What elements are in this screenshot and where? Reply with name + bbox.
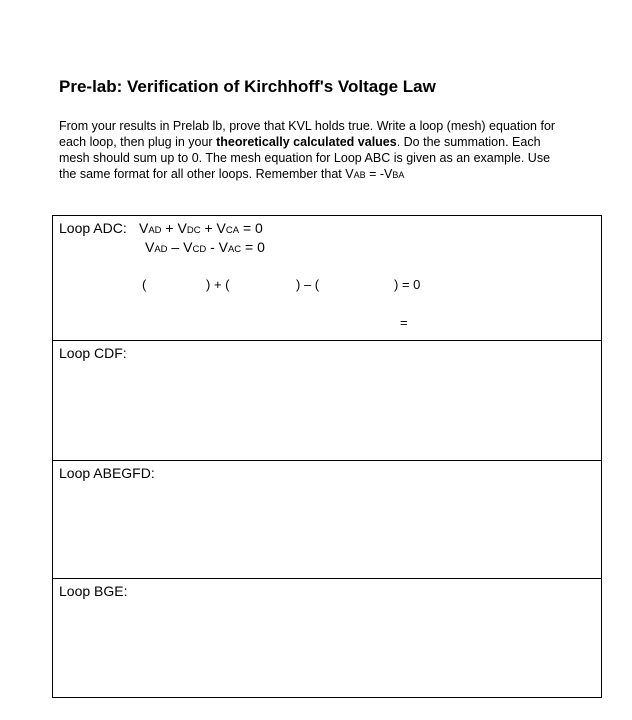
- intro-line-4: [59, 166, 599, 183]
- intro-line-3: mesh should sum up to 0. The mesh equation for Loop ABC is given as an example. Use: [59, 151, 551, 165]
- intro-text: each loop, then plug in your: [59, 135, 217, 149]
- blank-open-paren: (: [142, 277, 147, 292]
- loop-adc-equation-1: VAD + VDC + VCA = 0: [139, 220, 263, 236]
- loop-label: Loop BGE:: [59, 583, 128, 599]
- loop-adc-cell[interactable]: [53, 216, 601, 341]
- blank-paren-plus: ) + (: [206, 277, 230, 292]
- blank-paren-minus: ) – (: [296, 277, 320, 292]
- intro-line-1: From your results in Prelab lb, prove that KVL holds true. Write a loop (mesh) equation for: [59, 119, 556, 133]
- intro-line-2: [59, 134, 599, 150]
- loop-bge-cell[interactable]: [53, 579, 601, 697]
- loop-adc-equation-2: VAD – VCD - VAC = 0: [145, 239, 265, 255]
- loop-abegfd-cell[interactable]: [53, 461, 601, 579]
- loop-table: [52, 215, 602, 698]
- loop-label: Loop ABEGFD:: [59, 465, 155, 481]
- subscript: AB: [353, 170, 366, 180]
- loop-label: Loop ADC:: [59, 220, 127, 236]
- page-title: Pre-lab: Verification of Kirchhoff's Voltage Law: [59, 77, 436, 96]
- intro-text: . Do the summation. Each: [396, 135, 541, 149]
- intro-text: the same format for all other loops. Remember that V: [59, 167, 354, 181]
- intro-text: = -V: [365, 167, 393, 181]
- result-equals: =: [400, 315, 408, 330]
- loop-cdf-cell[interactable]: [53, 341, 601, 461]
- intro-bold-text: theoretically calculated values: [216, 135, 397, 149]
- subscript: BA: [392, 170, 405, 180]
- instructions-paragraph: [59, 118, 599, 183]
- blank-paren-equals-zero: ) = 0: [394, 277, 421, 292]
- loop-label: Loop CDF:: [59, 345, 127, 361]
